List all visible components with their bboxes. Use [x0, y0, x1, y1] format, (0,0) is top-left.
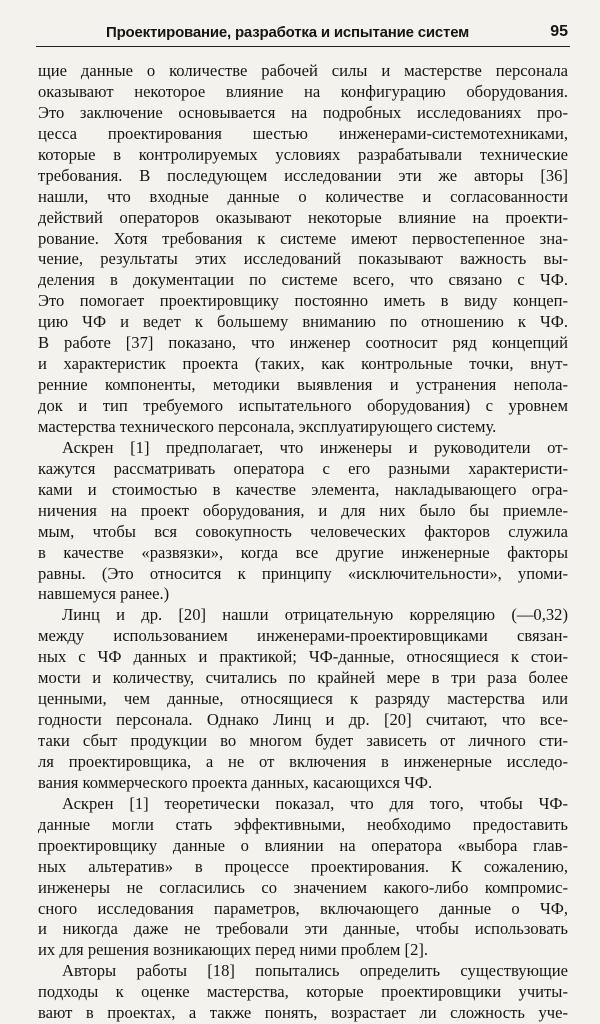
text-line: ками и стоимостью в качестве элемента, накладывающего огра-	[38, 479, 568, 499]
text-line: требования. В последующем исследовании эти же авторы [36]	[38, 165, 568, 185]
text-line: годности персонала. Однако Линц и др. [20] считают, что все-	[38, 710, 568, 730]
body-text	[38, 61, 568, 1024]
text-line: данные могли стать эффективными, необходимо предоставить	[38, 814, 568, 834]
text-line: ных альтератив» в процессе проектирования. К сожалению,	[38, 856, 568, 876]
text-line: щие данные о количестве рабочей силы и мастерстве персонала	[38, 61, 568, 80]
text-line: действий операторов оказывают некоторые влияние на проекти-	[38, 207, 568, 227]
text-line: навшемуся ранее.)	[38, 584, 170, 604]
text-line: проектировщику данные о влиянии на оператора «выбора глав-	[38, 835, 568, 855]
text-line: подходы к оценке мастерства, которые проектировщики учиты-	[38, 982, 568, 1002]
text-line: оказывают некоторое влияние на конфигурацию оборудования.	[38, 81, 568, 101]
text-line: деления в документации по системе всего, что связано с ЧФ.	[38, 270, 568, 290]
text-line: сного исследования параметров, включающего данные о ЧФ,	[38, 898, 568, 918]
text-line: и характеристик проекта (таких, как контрольные точки, внут-	[38, 354, 568, 374]
text-line: нашли, что входные данные о количестве и согласованности	[38, 186, 568, 206]
text-line: ренние компоненты, методики выявления и устранения непола-	[38, 375, 568, 395]
text-line: вают в проектах, а также понять, возрастает ли сложность уче-	[38, 1003, 568, 1023]
text-line: Аскрен [1] теоретически показал, что для того, чтобы ЧФ-	[62, 793, 568, 813]
text-line: ных с ЧФ данных и практикой; ЧФ-данные, относящиеся к стои-	[38, 647, 568, 667]
text-line: мости и количеству, считались по крайней мере в три раза более	[38, 668, 568, 688]
text-line: и никогда даже не требовали эти данные, чтобы использовать	[38, 919, 568, 939]
text-line: мастерства технического персонала, эксплуатирующего систему.	[38, 416, 497, 436]
page-number: 95	[550, 23, 568, 40]
text-line: Это помогает проектировщику постоянно иметь в виду концеп-	[38, 291, 568, 311]
text-line: равны. (Это относится к принципу «исключительности», упоми-	[38, 563, 568, 583]
text-line: Линц и др. [20] нашли отрицательную корреляцию (—0,32)	[62, 605, 568, 625]
text-line: чение, результаты этих исследований показывают важность вы-	[38, 249, 568, 269]
text-line: мым, чтобы вся совокупность человеческих факторов служила	[38, 521, 568, 541]
text-line: в качестве «развязки», когда все другие инженерные факторы	[38, 542, 568, 562]
text-line: ценными, чем данные, относящиеся к разряду мастерства или	[38, 689, 568, 709]
running-header	[36, 22, 570, 47]
text-line: их для решения возникающих перед ними проблем [2].	[38, 940, 429, 960]
text-line: таки сбыт продукции во многом будет зависеть от личного сти-	[38, 731, 568, 750]
text-line: док и тип требуемого испытательного оборудования) с уровнем	[38, 396, 568, 415]
text-line: Авторы работы [18] попытались определить существующие	[62, 961, 568, 981]
text-line: между использованием инженерами-проектировщиками связан-	[38, 626, 568, 646]
text-line: кажутся рассматривать оператора с его разными характеристи-	[38, 458, 568, 478]
header-title: Проектирование, разработка и испытание систем	[106, 24, 470, 41]
text-line: которые в контролируемых условиях разрабатывали технические	[38, 144, 568, 164]
text-line: Аскрен [1] предполагает, что инженеры и руководители от-	[62, 437, 568, 457]
text-line: В работе [37] показано, что инженер соотносит ряд концепций	[38, 333, 568, 353]
text-line: вания коммерческого проекта данных, касающихся ЧФ.	[38, 772, 433, 792]
text-line: цию ЧФ и ведет к большему вниманию по отношению к ЧФ.	[38, 312, 568, 332]
text-line: цесса проектирования шестью инженерами-системотехниками,	[38, 123, 568, 143]
text-line: Это заключение основывается на подробных исследованиях про-	[38, 102, 568, 122]
text-line: инженеры не согласились со значением какого-либо компромис-	[38, 877, 568, 897]
text-line: ля проектировщика, а не от включения в инженерные исследо-	[38, 751, 568, 771]
text-line: ничения на проект оборудования, и для них было бы приемле-	[38, 500, 568, 520]
text-line: рование. Хотя требования к системе имеют первостепенное зна-	[38, 228, 568, 248]
